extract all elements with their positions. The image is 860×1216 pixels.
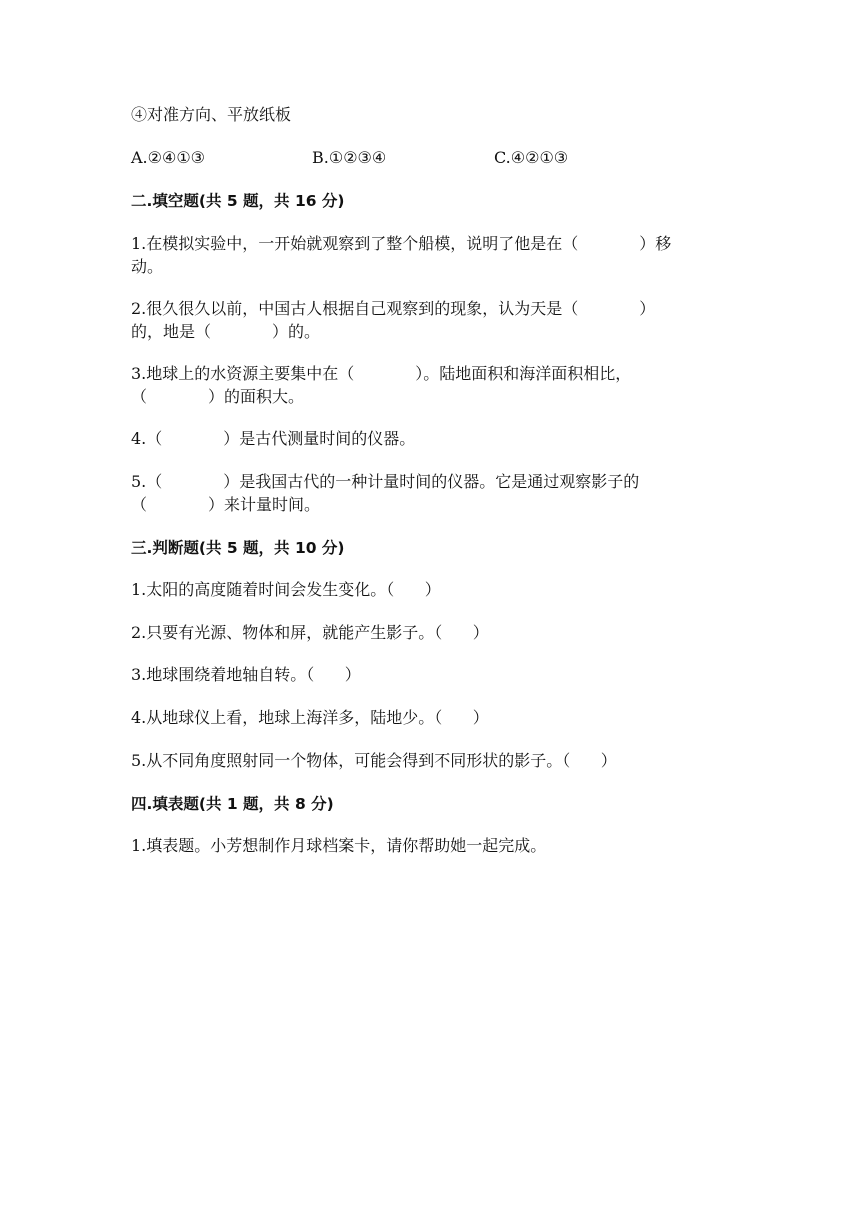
judge-q4: 4.从地球仪上看，地球上海洋多，陆地少。（ ）	[131, 708, 489, 727]
judge-q2: 2.只要有光源、物体和屏，就能产生影子。（ ）	[131, 623, 489, 642]
fill-q2-line1: 2.很久很久以前，中国古人根据自己观察到的现象，认为天是（ ）	[131, 299, 656, 318]
option-b: B.①②③④	[312, 148, 387, 167]
fill-q1-line2: 动。	[131, 257, 164, 276]
fill-q5-line2: （ ）来计量时间。	[131, 495, 321, 514]
option-a: A.②④①③	[131, 148, 206, 167]
question-step-4: ④对准方向、平放纸板	[131, 105, 292, 124]
section-2-heading: 二.填空题(共 5 题，共 16 分)	[131, 192, 345, 210]
fill-q4: 4.（ ）是古代测量时间的仪器。	[131, 429, 416, 448]
option-c: C.④②①③	[494, 148, 569, 167]
fill-q5-line1: 5.（ ）是我国古代的一种计量时间的仪器。它是通过观察影子的	[131, 472, 640, 491]
table-q1: 1.填表题。小芳想制作月球档案卡，请你帮助她一起完成。	[131, 836, 547, 855]
judge-q5: 5.从不同角度照射同一个物体，可能会得到不同形状的影子。（ ）	[131, 751, 617, 770]
section-4-heading: 四.填表题(共 1 题，共 8 分)	[131, 795, 334, 813]
fill-q3-line1: 3.地球上的水资源主要集中在（ ）。陆地面积和海洋面积相比，	[131, 364, 632, 383]
judge-q1: 1.太阳的高度随着时间会发生变化。（ ）	[131, 580, 441, 599]
judge-q3: 3.地球围绕着地轴自转。（ ）	[131, 665, 361, 684]
fill-q2-line2: 的，地是（ ）的。	[131, 322, 321, 341]
section-3-heading: 三.判断题(共 5 题，共 10 分)	[131, 539, 345, 557]
fill-q1-line1: 1.在模拟实验中，一开始就观察到了整个船模，说明了他是在（ ）移	[131, 234, 672, 253]
fill-q3-line2: （ ）的面积大。	[131, 387, 305, 406]
